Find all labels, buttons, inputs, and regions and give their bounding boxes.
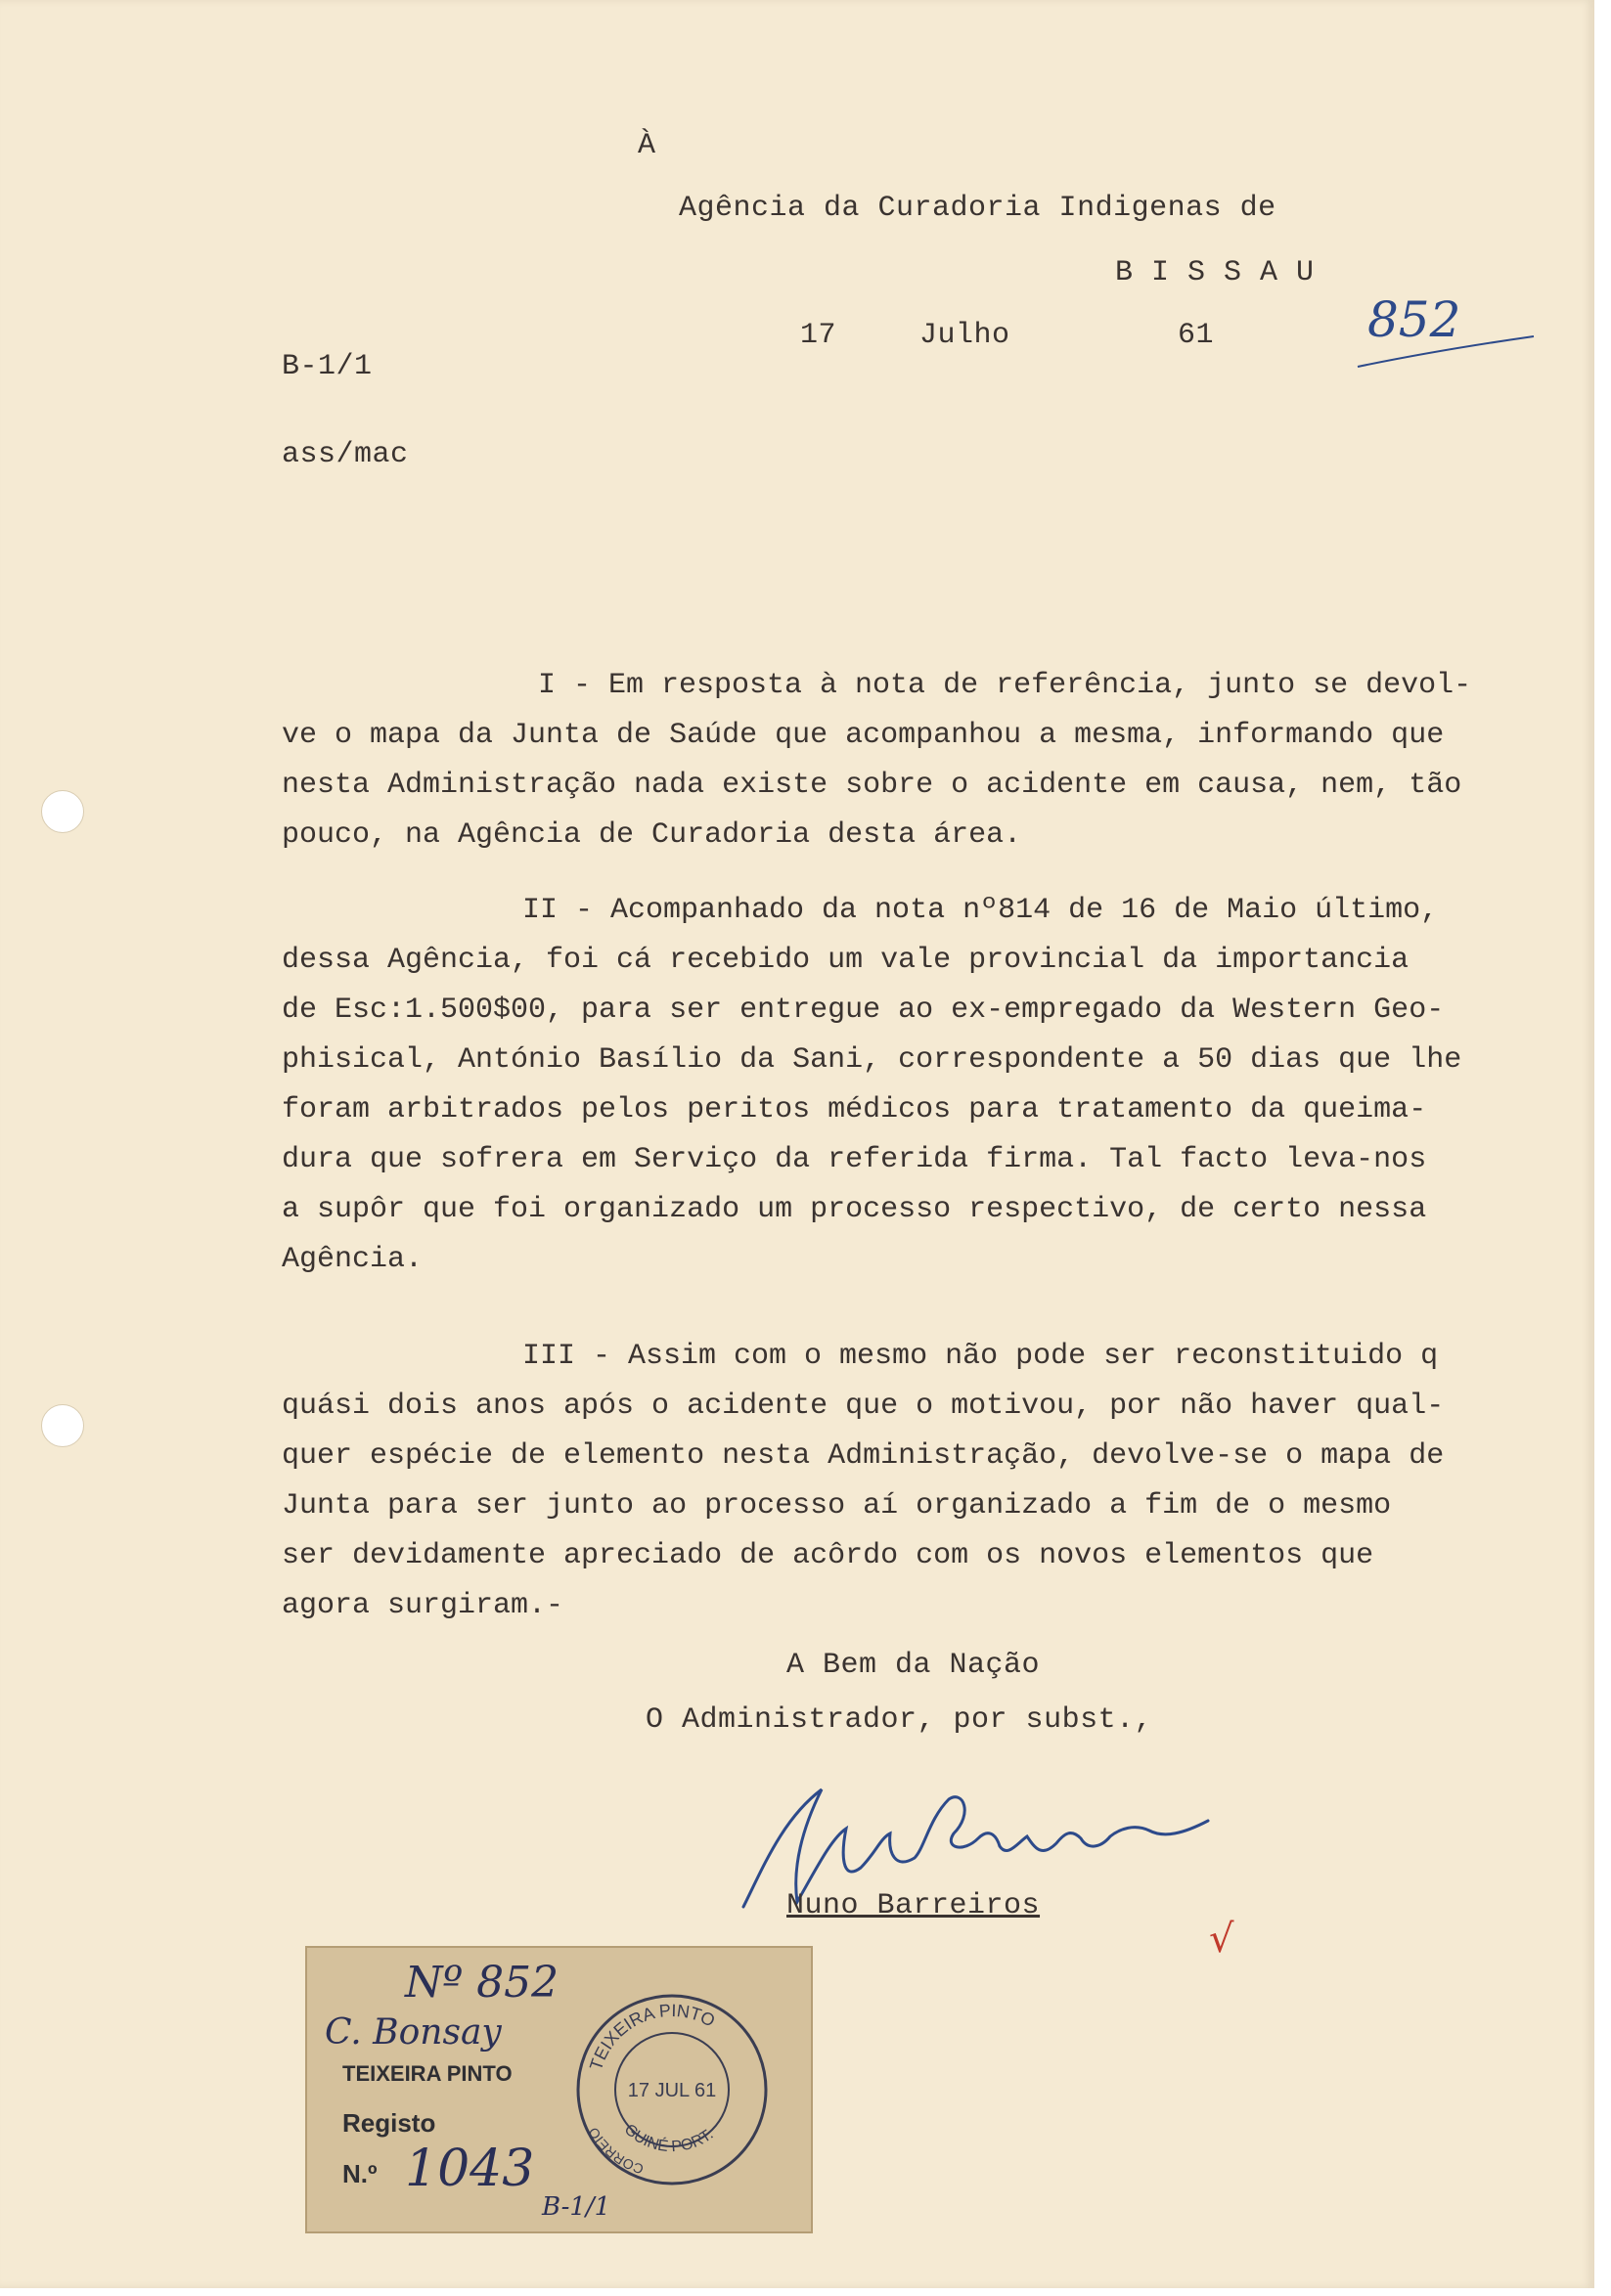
paragraph-line: de Esc:1.500$00, para ser entregue ao ex-empregado da Western Geo- (282, 993, 1445, 1027)
paragraph-2 (282, 886, 1588, 1285)
paragraph-line: nesta Administração nada existe sobre o acidente em causa, nem, tão (282, 769, 1462, 802)
paragraph-line: foram arbitrados pelos peritos médicos para tratamento da queima- (282, 1093, 1427, 1126)
date-day: 17 (800, 319, 837, 352)
slip-location: TEIXEIRA PINTO (342, 2061, 513, 2086)
paragraph-line: agora surgiram.- (282, 1589, 564, 1622)
paragraph-line: dessa Agência, foi cá recebido um vale provincial da importancia (282, 944, 1410, 977)
to-marker: À (638, 129, 656, 162)
paragraph-line: Agência. (282, 1243, 424, 1276)
paragraph-1 (282, 661, 1588, 861)
handwritten-number: 852 (1367, 291, 1461, 348)
check-mark: √ (1209, 1917, 1234, 1962)
signatory-role: O Administrador, por subst., (646, 1703, 1153, 1737)
addressee: Agência da Curadoria Indigenas de (679, 192, 1276, 225)
date-month: Julho (919, 319, 1010, 352)
registration-slip (305, 1946, 813, 2233)
slip-no-label: N.º (342, 2159, 378, 2188)
postmark-date: 17 JUL 61 (627, 2080, 717, 2101)
slip-number: Nº 852 (405, 1958, 559, 2008)
slip-handwritten-word: C. Bonsay (325, 2012, 502, 2053)
postmark-bottom-text: GUINÉ PORT. (620, 2121, 717, 2156)
handwritten-underline (1350, 323, 1545, 381)
punch-hole-top (41, 790, 84, 833)
paragraph-line: ve o mapa da Junta de Saúde que acompanhou a mesma, informando que (282, 719, 1445, 752)
paragraph-line: a supôr que foi organizado um processo respectivo, de certo nessa (282, 1193, 1427, 1226)
slip-footer-code: B-1/1 (542, 2192, 611, 2222)
initials: ass/mac (282, 438, 409, 471)
date-year: 61 (1178, 319, 1215, 352)
salutation: A Bem da Nação (786, 1649, 1041, 1682)
postmark-top-text: TEIXEIRA PINTO (585, 2000, 719, 2073)
city: B I S S A U (1115, 256, 1315, 289)
slip-registo-label: Registo (342, 2108, 436, 2138)
slip-registo-number: 1043 (405, 2140, 535, 2198)
paragraph-line: Junta para ser junto ao processo aí organizado a fim de o mesmo (282, 1489, 1392, 1523)
paragraph-line: phisical, António Basílio da Sani, correspondente a 50 dias que lhe (282, 1043, 1462, 1077)
paragraph-line: quer espécie de elemento nesta Administração, devolve-se o mapa de (282, 1439, 1445, 1473)
paragraph-line: III - Assim com o mesmo não pode ser reconstituido q (522, 1340, 1439, 1373)
paragraph-line: pouco, na Agência de Curadoria desta área. (282, 818, 1022, 852)
paragraph-line: I - Em resposta à nota de referência, junto se devol- (538, 669, 1472, 702)
paragraph-line: ser devidamente apreciado de acôrdo com os novos elementos que (282, 1539, 1374, 1572)
punch-hole-bottom (41, 1404, 84, 1447)
paragraph-line: quási dois anos após o acidente que o motivou, por não haver qual- (282, 1390, 1445, 1423)
paragraph-3 (282, 1332, 1588, 1631)
postmark-left-text: CORREIO (585, 2124, 646, 2178)
signatory-name: Nuno Barreiros (786, 1889, 1041, 1922)
postmark (569, 1987, 775, 2192)
reference-code: B-1/1 (282, 350, 373, 383)
paragraph-line: II - Acompanhado da nota nº814 de 16 de Maio último, (522, 894, 1439, 927)
paragraph-line: dura que sofrera em Serviço da referida firma. Tal facto leva-nos (282, 1143, 1427, 1176)
